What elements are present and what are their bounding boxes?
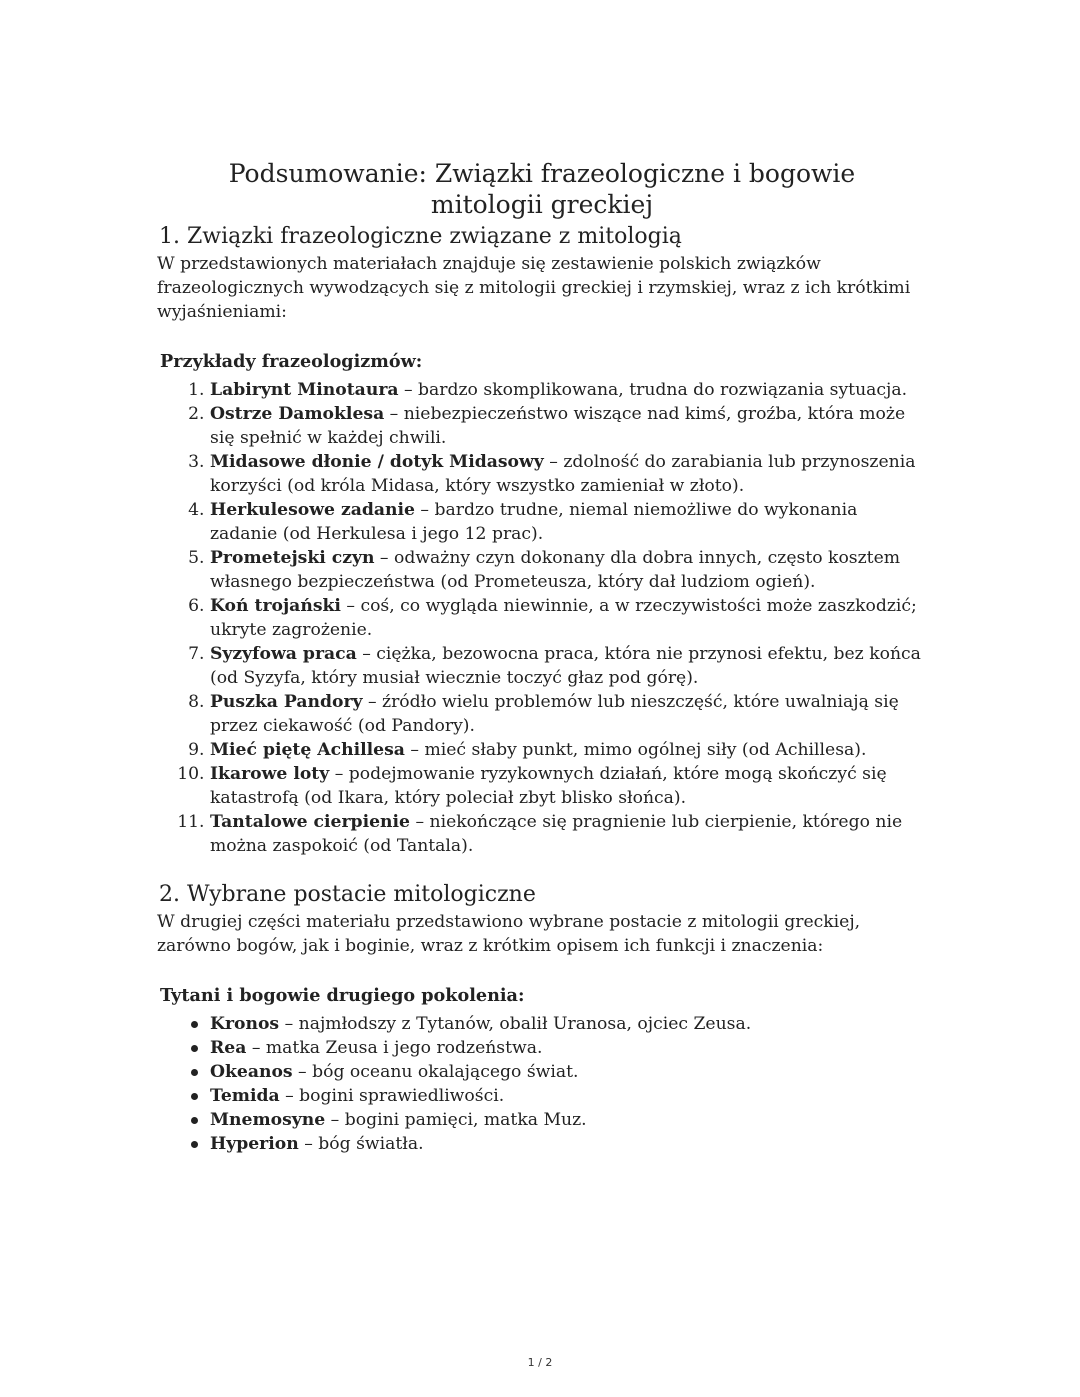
god-name: Kronos (210, 1014, 280, 1034)
phrase-description: – bardzo skomplikowana, trudna do rozwiązania sytuacja. (398, 380, 908, 400)
phrase-description: – niebezpieczeństwo wiszące nad kimś, groźba, która może się spełnić w każdej chwili. (210, 404, 906, 448)
list-item (210, 1108, 927, 1132)
phrase-description: – ciężka, bezowocna praca, która nie przynosi efektu, bez końca (od Syzyfa, który musiał wiecznie toczyć głaz pod górę). (210, 644, 921, 688)
section-1-intro: W przedstawionych materiałach znajduje się zestawienie polskich związków frazeologicznych wywodzących się z mitologii greckiej i rzymskiej, wraz z ich krótkimi wyjaśnieniami: (157, 254, 911, 322)
phrase-term: Tantalowe cierpienie (210, 812, 410, 832)
list-item (210, 402, 927, 450)
phrase-term: Syzyfowa praca (210, 644, 357, 664)
document-title: Podsumowanie: Związki frazeologiczne i bogowie mitologii greckiej (228, 159, 856, 219)
bullet-icon (191, 1093, 198, 1100)
bullet-icon (191, 1141, 198, 1148)
section-2-heading: 2. Wybrane postacie mitologiczne (159, 882, 536, 907)
phrase-description: – niekończące się pragnienie lub cierpienie, którego nie można zaspokoić (od Tantala). (210, 812, 903, 856)
phrase-description: – mieć słaby punkt, mimo ogólnej siły (od Achillesa). (404, 740, 867, 760)
list-item (210, 1132, 927, 1156)
phrase-term: Midasowe dłonie / dotyk Midasowy (210, 452, 544, 472)
god-name: Mnemosyne (210, 1110, 326, 1130)
god-description: – bóg oceanu okalającego świat. (292, 1062, 579, 1082)
list-item (210, 594, 927, 642)
god-name: Hyperion (210, 1134, 299, 1154)
list-item (210, 1084, 927, 1108)
list-item (210, 1036, 927, 1060)
phrases-subheading: Przykłady frazeologizmów: (160, 351, 423, 372)
list-item (210, 1012, 927, 1036)
god-description: – bogini pamięci, matka Muz. (325, 1110, 587, 1130)
titans-subheading: Tytani i bogowie drugiego pokolenia: (160, 985, 525, 1006)
bullet-icon (191, 1069, 198, 1076)
bullet-icon (191, 1045, 198, 1052)
phrase-term: Ostrze Damoklesa (210, 404, 385, 424)
list-item (210, 642, 927, 690)
phrases-list (157, 378, 927, 858)
phrase-term: Puszka Pandory (210, 692, 363, 712)
phrase-description: – odważny czyn dokonany dla dobra innych, często kosztem własnego bezpieczeństwa (od Prometeusza, który dał ludziom ogień). (210, 548, 901, 592)
phrase-description: – bardzo trudne, niemal niemożliwe do wykonania zadanie (od Herkulesa i jego 12 prac). (210, 500, 858, 544)
bullet-icon (191, 1117, 198, 1124)
god-name: Rea (210, 1038, 247, 1058)
page-content (157, 158, 927, 1156)
phrase-description: – coś, co wygląda niewinnie, a w rzeczywistości może zaszkodzić; ukryte zagrożenie. (210, 596, 917, 640)
phrase-description: – podejmowanie ryzykownych działań, które mogą skończyć się katastrofą (od Ikara, który poleciał zbyt blisko słońca). (210, 764, 887, 808)
list-item (210, 546, 927, 594)
page-number: 1 / 2 (527, 1356, 553, 1369)
god-description: – bogini sprawiedliwości. (279, 1086, 505, 1106)
list-item (210, 378, 927, 402)
phrase-term: Ikarowe loty (210, 764, 330, 784)
phrase-term: Prometejski czyn (210, 548, 375, 568)
section-1-heading: 1. Związki frazeologiczne związane z mitologią (159, 224, 682, 249)
list-item (210, 1060, 927, 1084)
phrase-description: – źródło wielu problemów lub nieszczęść, które uwalniają się przez ciekawość (od Pandory). (210, 692, 899, 736)
section-2-intro: W drugiej części materiału przedstawiono wybrane postacie z mitologii greckiej, zarówno bogów, jak i boginie, wraz z krótkim opisem ich funkcji i znaczenia: (157, 912, 861, 956)
list-item (210, 498, 927, 546)
phrase-term: Labirynt Minotaura (210, 380, 399, 400)
god-name: Okeanos (210, 1062, 293, 1082)
list-item (210, 450, 927, 498)
god-description: – bóg światła. (298, 1134, 424, 1154)
god-description: – najmłodszy z Tytanów, obalił Uranosa, ojciec Zeusa. (279, 1014, 752, 1034)
list-item (210, 738, 927, 762)
phrase-description: – zdolność do zarabiania lub przynoszenia korzyści (od króla Midasa, który wszystko zamieniał w złoto). (210, 452, 916, 496)
god-name: Temida (210, 1086, 280, 1106)
list-item (210, 810, 927, 858)
list-item (210, 690, 927, 738)
phrase-term: Koń trojański (210, 596, 341, 616)
phrase-term: Herkulesowe zadanie (210, 500, 415, 520)
bullet-icon (191, 1021, 198, 1028)
list-item (210, 762, 927, 810)
phrase-term: Mieć piętę Achillesa (210, 740, 405, 760)
titans-list (157, 1012, 927, 1156)
god-description: – matka Zeusa i jego rodzeństwa. (246, 1038, 543, 1058)
